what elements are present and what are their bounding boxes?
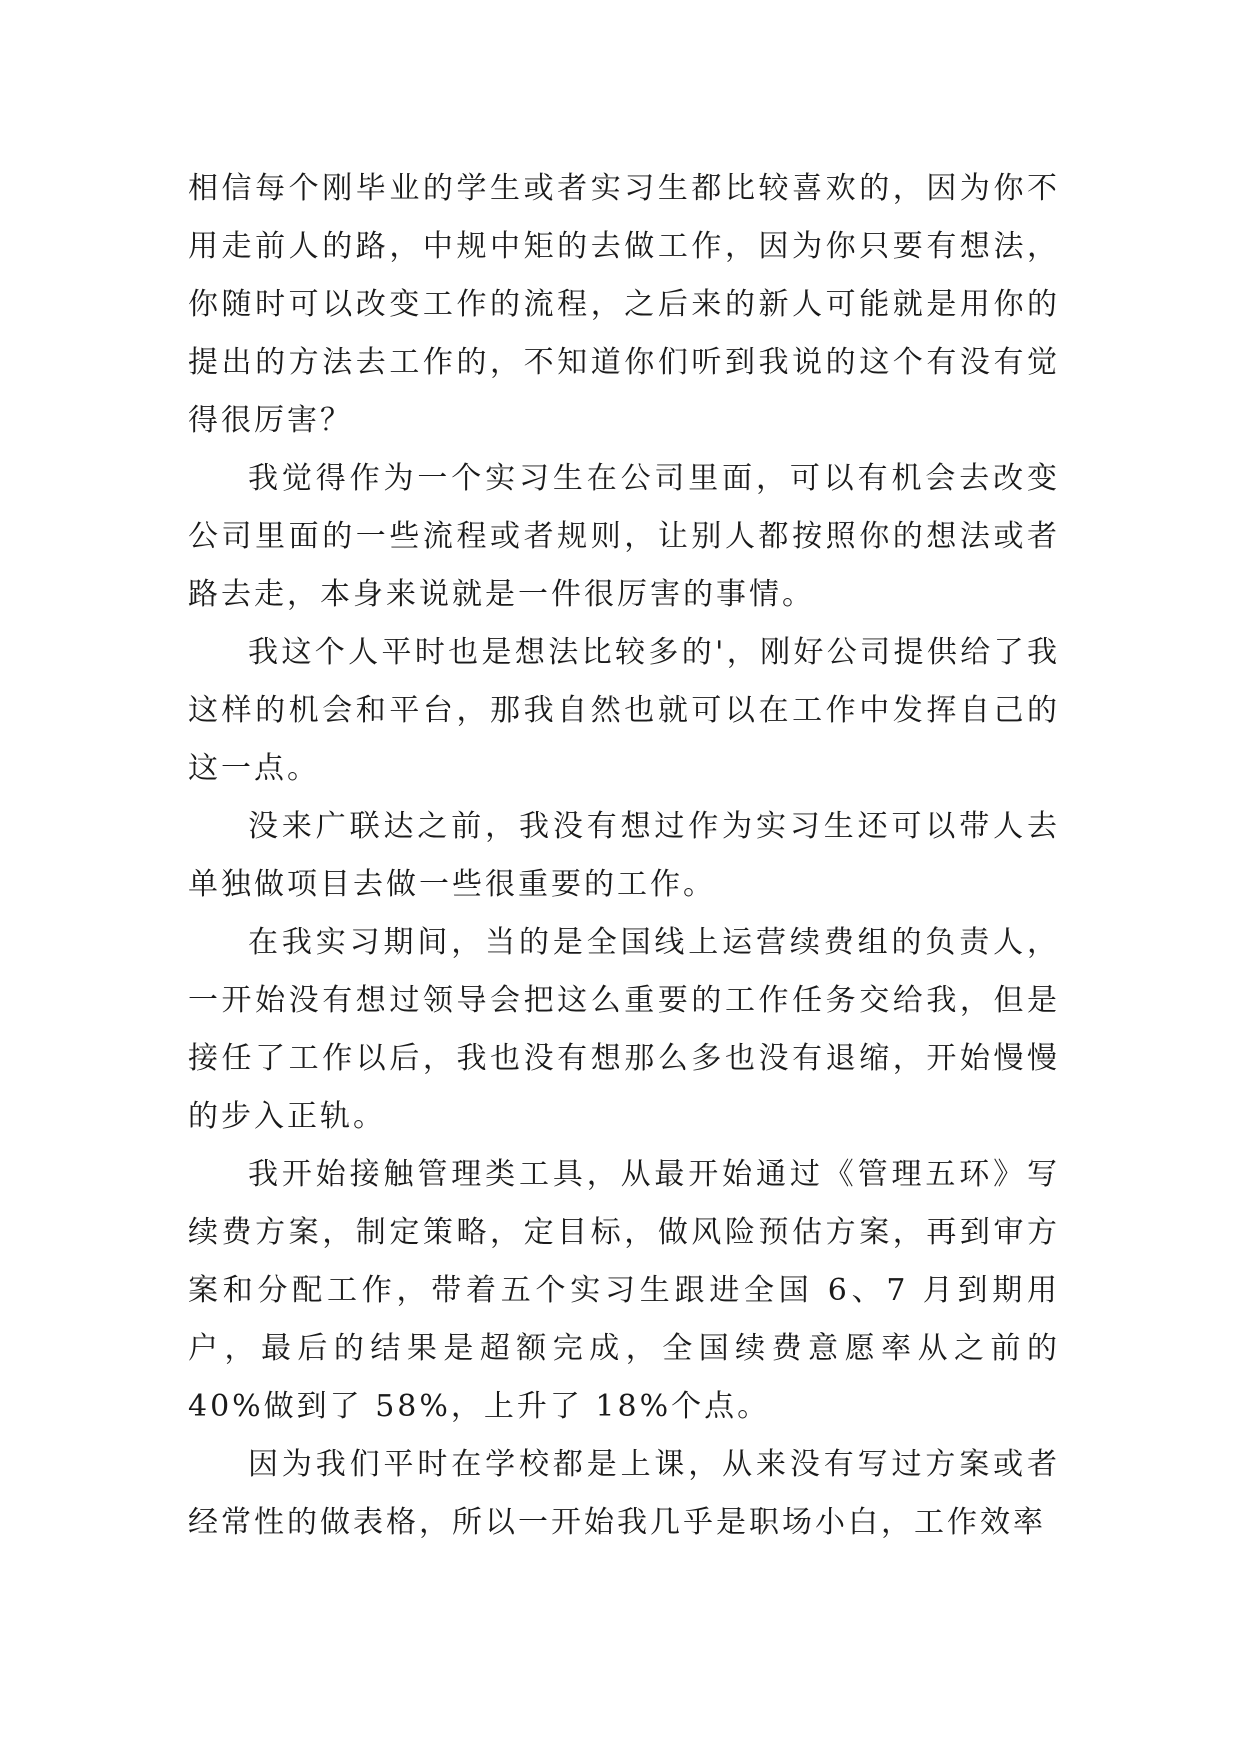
paragraph-6: 我开始接触管理类工具，从最开始通过《管理五环》写续费方案，制定策略，定目标，做风险预估方案，再到审方案和分配工作，带着五个实习生跟进全国 6、7 月到期用户，最后的结果是超额完成，全国续费意愿率从之前的 40%做到了 58%，上升了 18%个点。 xyxy=(188,1157,1060,1424)
paragraph-4: 没来广联达之前，我没有想过作为实习生还可以带人去单独做项目去做一些很重要的工作。 xyxy=(188,809,1060,902)
paragraph-5: 在我实习期间，当的是全国线上运营续费组的负责人，一开始没有想过领导会把这么重要的工作任务交给我，但是接任了工作以后，我也没有想那么多也没有退缩，开始慢慢的步入正轨。 xyxy=(188,925,1060,1134)
paragraph-7: 因为我们平时在学校都是上课，从来没有写过方案或者经常性的做表格，所以一开始我几乎是职场小白，工作效率 xyxy=(188,1447,1060,1540)
paragraph-3: 我这个人平时也是想法比较多的'，刚好公司提供给了我这样的机会和平台，那我自然也就可以在工作中发挥自己的这一点。 xyxy=(188,635,1060,786)
paragraph-1: 相信每个刚毕业的学生或者实习生都比较喜欢的，因为你不用走前人的路，中规中矩的去做工作，因为你只要有想法，你随时可以改变工作的流程，之后来的新人可能就是用你的提出的方法去工作的，不知道你们听到我说的这个有没有觉得很厉害？ xyxy=(188,171,1060,438)
document-body xyxy=(188,160,1060,1552)
paragraph-2: 我觉得作为一个实习生在公司里面，可以有机会去改变公司里面的一些流程或者规则，让别人都按照你的想法或者路去走，本身来说就是一件很厉害的事情。 xyxy=(188,461,1060,612)
